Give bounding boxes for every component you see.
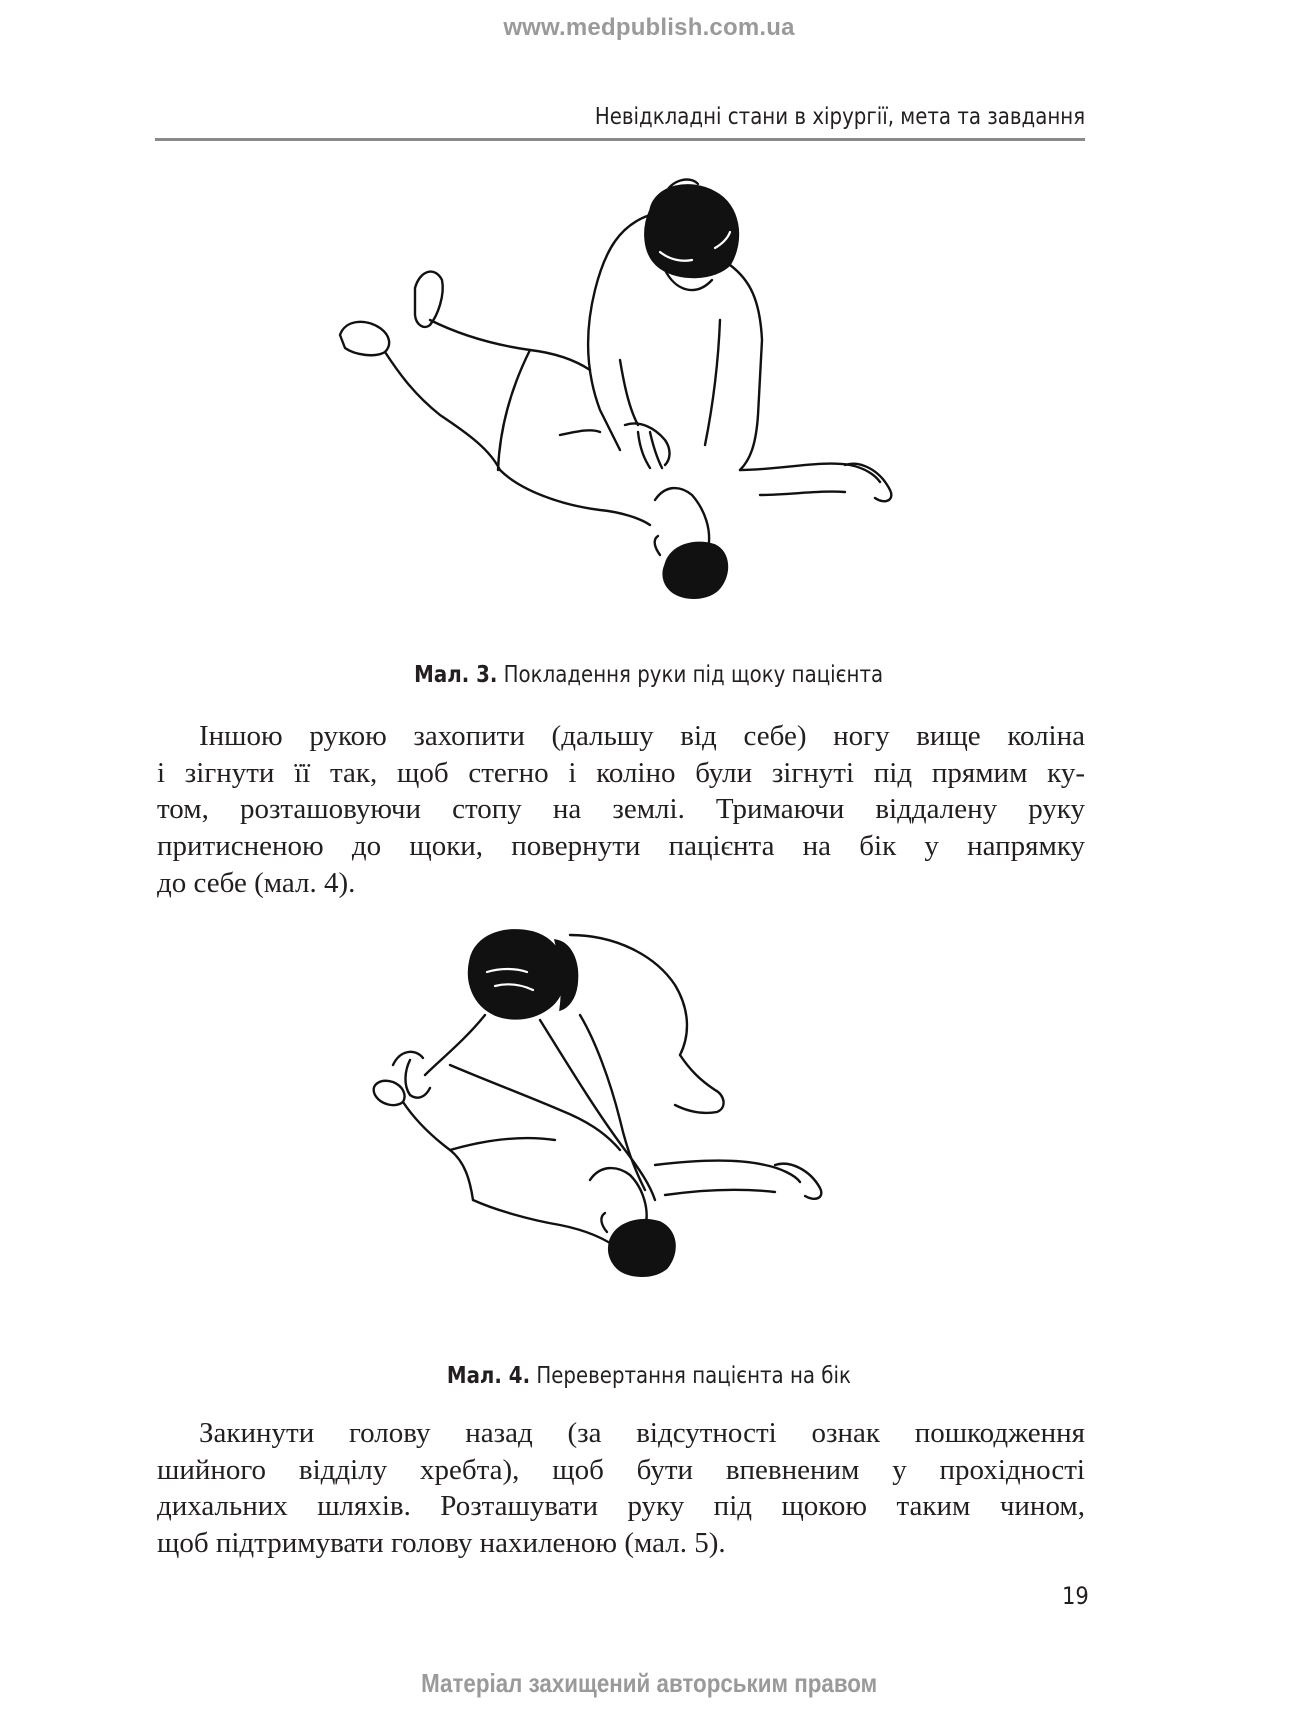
patient-lower-torso <box>473 1200 620 1250</box>
rescuer-hair <box>469 930 564 1019</box>
paragraph-line: шийного відділу хребта), щоб бути впевненим у прохідності <box>157 1453 1085 1486</box>
figure-3-caption-text: Покладення руки під щоку пацієнта <box>504 662 884 688</box>
patient-hair <box>609 1220 675 1277</box>
paragraph-line: притисненою до щоки, повернути пацієнта на бік у напрямку <box>157 830 1085 863</box>
header-rule <box>155 138 1085 141</box>
patient-waist <box>450 1138 555 1150</box>
paragraph-line: дихальних шляхів. Розташувати руку під щокою таким чином, <box>157 1490 1085 1523</box>
copyright-watermark <box>0 1668 1298 1699</box>
figure-3-caption <box>0 662 1298 688</box>
paragraph-2 <box>157 1415 1085 1562</box>
patient-hair <box>663 542 727 598</box>
rescuer-back <box>570 935 687 1055</box>
rescuer-hair <box>645 185 739 278</box>
patient-foot-right <box>415 272 443 327</box>
figure-4-caption <box>0 1363 1298 1389</box>
rescuer-arm-left <box>620 360 638 425</box>
patient-waist-line <box>498 350 530 470</box>
figure-3 <box>0 170 1298 640</box>
page-number: 19 <box>1062 1582 1089 1610</box>
figure-4 <box>0 920 1298 1330</box>
paragraph-1 <box>157 718 1085 901</box>
patient-face <box>655 488 709 550</box>
rescuer-arm-right <box>705 320 720 445</box>
paragraph-line: щоб підтримувати голову нахиленою (мал. 5). <box>157 1527 726 1560</box>
paragraph-line: Іншою рукою захопити (дальшу від себе) ногу вище коліна <box>199 720 1085 752</box>
paragraph-line: Закинути голову назад (за відсутності ознак пошкодження <box>199 1417 1085 1449</box>
figure-3-label: Мал. 3. <box>414 662 498 688</box>
figure-4-label: Мал. 4. <box>446 1363 531 1389</box>
patient-hand <box>845 464 891 502</box>
figure-3-illustration <box>320 170 940 640</box>
patient-arm <box>655 1160 800 1195</box>
paragraph-line: том, розташовуючи стопу на землі. Тримаючи віддалену руку <box>157 793 1085 826</box>
copyright-watermark-text: Матеріал захищений авторським правом <box>420 1668 878 1698</box>
site-watermark: www.medpublish.com.ua <box>503 14 795 41</box>
rescuer-back <box>588 215 650 450</box>
patient-leg-lower <box>385 352 500 470</box>
rescuer-hand <box>625 423 670 468</box>
patient-hip <box>403 1102 473 1200</box>
figure-4-caption-text: Перевертання пацієнта на бік <box>536 1363 852 1389</box>
patient-chest-line <box>560 430 600 435</box>
patient-arm <box>740 464 880 495</box>
patient-foot <box>374 1081 405 1105</box>
patient-torso-top <box>500 470 650 525</box>
rescuer-right-side <box>730 265 762 470</box>
rescuer-leg <box>675 1055 724 1113</box>
patient-ear <box>601 1213 607 1232</box>
patient-leg-upper <box>430 320 590 370</box>
patient-ear <box>655 536 660 555</box>
rescuer-hand-left <box>405 1060 430 1098</box>
running-head: Невідкладні стани в хірургії, мета та завдання <box>594 104 1085 130</box>
paragraph-line: і зігнути її так, щоб стегно і коліно були зігнуті під прямим ку- <box>157 756 1085 789</box>
figure-4-illustration <box>355 920 875 1330</box>
patient-foot-left <box>340 322 389 355</box>
paragraph-line: до себе (мал. 4). <box>157 866 356 899</box>
